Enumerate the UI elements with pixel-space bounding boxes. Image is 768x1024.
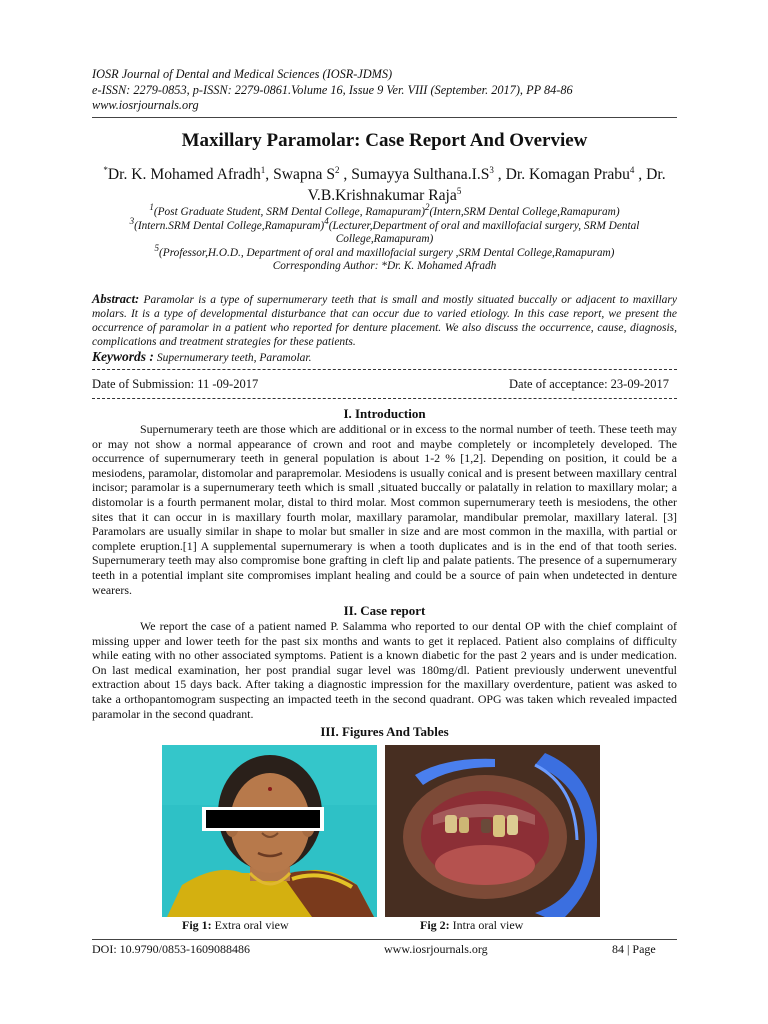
acceptance-date: Date of acceptance: 23-09-2017 — [509, 377, 669, 391]
footer-doi[interactable]: DOI: 10.9790/0853-1609088486 — [92, 942, 250, 956]
figure-1-image — [162, 745, 377, 917]
submission-date: Date of Submission: 11 -09-2017 — [92, 377, 259, 391]
journal-issn: e-ISSN: 2279-0853, p-ISSN: 2279-0861.Volume 16, Issue 9 Ver. VIII (September. 2017), PP 84-86 — [92, 82, 573, 97]
dashed-divider — [92, 369, 677, 370]
section-heading-figures: III. Figures And Tables — [320, 724, 449, 739]
case-report-text: We report the case of a patient named P. Salamma who reported to our dental OP with the chief complaint of missing upper and lower teeth for the past six months and wants to get it replaced. Patient also complains of difficulty while eating with no other associated symptoms. Patient is a known diabetic for the past 2 years and is under medication. On last medical examination, her post prandial sugar level was 180mg/dl. Patient previously underwent uneventful extraction about 15 days back. After taking a diagnostic impression for the maxillary overdenture, patient was asked to take a orthopantomogram suspecting an impacted teeth in the second quadrant. OPG was taken which revealed impacted paramolar in the second quadrant. — [92, 619, 677, 721]
journal-name: IOSR Journal of Dental and Medical Sciences (IOSR-JDMS) — [92, 67, 393, 81]
author-1: Dr. K. Mohamed Afradh — [107, 166, 261, 183]
case-report-paragraph — [92, 619, 677, 721]
introduction-paragraph — [92, 422, 677, 597]
affil-3-mark: 3 — [129, 215, 135, 226]
author-1-affil: 1 — [260, 164, 266, 175]
section-heading-case-report: II. Case report — [343, 603, 426, 618]
affiliations — [92, 202, 677, 274]
section-heading-introduction: I. Introduction — [343, 406, 426, 421]
affil-4-mark: 4 — [324, 215, 329, 226]
affiliation-4: (Lecturer,Department of oral and maxillofacial surgery, SRM Dental College,Ramapuram) — [328, 219, 640, 246]
header-rule — [92, 117, 677, 118]
dates-row — [92, 377, 677, 392]
author-5: , Dr. V.B.Krishnakumar Raja — [307, 166, 666, 204]
introduction-text: Supernumerary teeth are those which are additional or in excess to the normal number of teeth. These teeth may or may not show a normal appearance of crown and root and maybe completely or incompletely developed. The occurrence of supernumerary teeth in general population is about 1-2 % [1,2]. Depending on position, it could be a mesiodens, paramolar, distomolar and parapremolar. Mesiodens is usually conical and is present between maxillary central incisor; paramolar is a supernumerary teeth which is small ,situated buccally or palatally in relation to maxillary molar; a distomolar is a fourth permanent molar, distal to third molar. Most common supernumerary teeth is mesiodens, the other sites that it can occur in is maxillary fourth molar, maxillary paramolar, mandibular premolar, maxillary lateral. [3] Paramolars are usually similar in shape to molar but smaller in size and are most common in the maxilla, with partial or complete eruption.[1] A supplemental supernumerary is when a tooth duplicates and is in the end of that tooth series. Supernumerary teeth may also compromise bone grafting in cleft lip and palate patients. The presence of a supernumerary teeth in a potential implant site compromises implant healing and could be a source of pain when undetected in denture wearers. — [92, 422, 677, 597]
affiliation-2: (Intern,SRM Dental College,Ramapuram) — [429, 206, 620, 218]
extra-oral-photo — [162, 745, 377, 917]
author-2: , Swapna S — [265, 166, 336, 183]
intra-oral-photo — [385, 745, 600, 917]
censor-bar — [206, 810, 320, 828]
journal-header — [92, 67, 692, 114]
keywords-label: Keywords : — [92, 349, 154, 364]
author-4-affil: 4 — [629, 164, 635, 175]
figure-1-label: Fig 1: — [182, 918, 212, 932]
abstract-label: Abstract: — [92, 292, 140, 306]
affil-2-mark: 2 — [424, 202, 430, 213]
affil-5-mark: 5 — [154, 243, 160, 254]
figure-2-text: Intra oral view — [449, 918, 524, 932]
figure-1-caption — [182, 918, 289, 933]
author-5-affil: 5 — [456, 185, 462, 196]
keywords — [92, 349, 677, 365]
author-3: , Sumayya Sulthana.I.S — [339, 166, 490, 183]
affiliation-3: (Intern.SRM Dental College,Ramapuram) — [134, 219, 325, 232]
footer-page-number: 84 | Page — [612, 942, 656, 956]
footer-rule — [92, 939, 677, 940]
paper-title: Maxillary Paramolar: Case Report And Overview — [181, 130, 588, 151]
author-3-affil: 3 — [489, 164, 494, 175]
author-2-affil: 2 — [335, 164, 340, 175]
keywords-text: Supernumerary teeth, Paramolar. — [156, 352, 312, 364]
figure-2-caption — [420, 918, 523, 933]
corresponding-author: Corresponding Author: *Dr. K. Mohamed Afradh — [272, 260, 497, 273]
dashed-divider — [92, 398, 677, 399]
journal-website[interactable]: www.iosrjournals.org — [92, 98, 199, 112]
figure-1-text: Extra oral view — [211, 918, 289, 932]
abstract-text: Paramolar is a type of supernumerary teeth that is small and mostly situated buccally or adjacent to maxillary molars. It is a type of developmental disturbance that can occur due to varied etiology. In this case report, we present the occurrence of paramolar in a patient who reported for denture placement. We also discuss the occurrence, cause, diagnosis, complications and treatment strategies for these patients. — [92, 294, 677, 348]
footer-website[interactable]: www.iosrjournals.org — [384, 942, 488, 956]
affil-1-mark: 1 — [149, 202, 154, 213]
affiliation-5: (Professor,H.O.D., Department of oral and maxillofacial surgery ,SRM Dental College,Ramapuram) — [159, 246, 615, 259]
affiliation-1: (Post Graduate Student, SRM Dental College, Ramapuram) — [153, 206, 425, 218]
author-list — [92, 164, 677, 206]
author-4: , Dr. Komagan Prabu — [493, 166, 630, 183]
figure-2-image — [385, 745, 600, 917]
figure-2-label: Fig 2: — [420, 918, 450, 932]
corresponding-mark: * — [103, 164, 108, 175]
abstract — [92, 292, 677, 349]
